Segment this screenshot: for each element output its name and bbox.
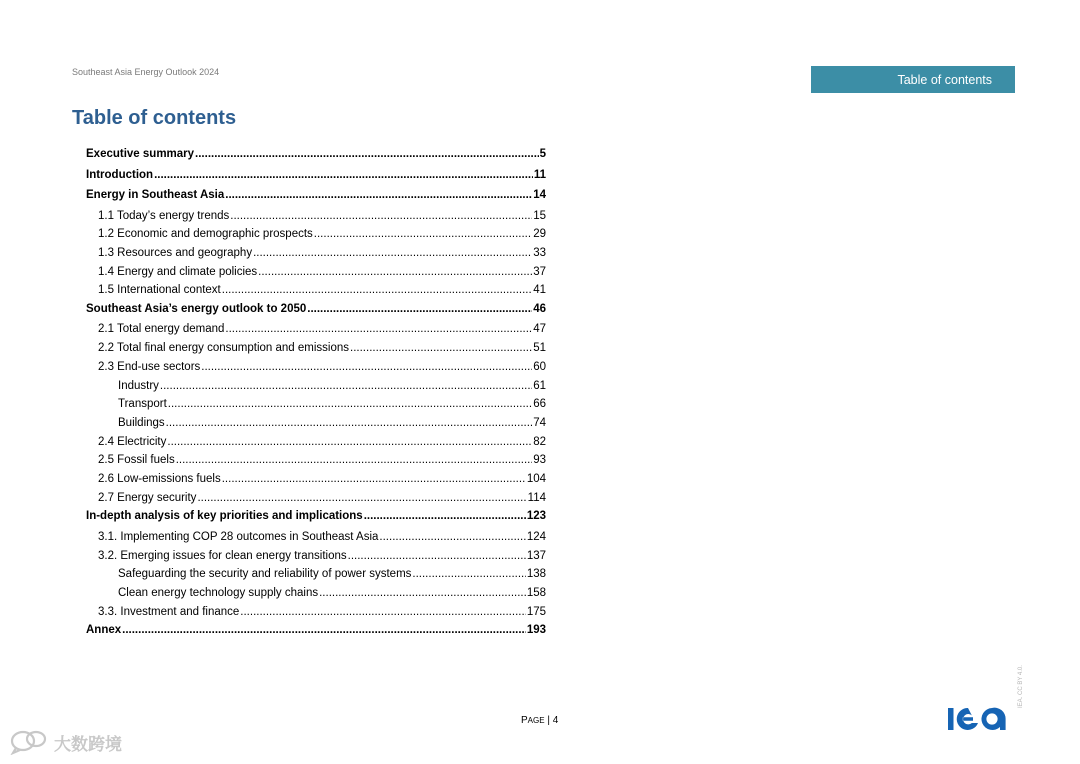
toc-entry-page: 33 <box>533 246 546 259</box>
toc-leader-dots <box>364 510 526 522</box>
page-number-footer: PAGE | 4 <box>521 715 559 726</box>
toc-entry-page: 158 <box>526 586 546 599</box>
document-header-title: Southeast Asia Energy Outlook 2024 <box>72 67 220 77</box>
toc-entry-label: Safeguarding the security and reliability of power systems <box>118 568 412 581</box>
section-tab-table-of-contents[interactable]: Table of contents <box>811 66 1015 93</box>
toc-leader-dots <box>222 473 526 485</box>
toc-leader-dots <box>168 398 532 410</box>
toc-entry-page: 46 <box>533 302 546 315</box>
toc-entry-page: 66 <box>533 398 546 411</box>
toc-entry[interactable] <box>86 492 546 511</box>
wechat-watermark-icon <box>8 729 50 755</box>
toc-entry-page: 61 <box>533 379 546 392</box>
toc-entry-label: Clean energy technology supply chains <box>118 586 319 599</box>
toc-leader-dots <box>253 247 532 259</box>
page-number: 4 <box>552 715 559 726</box>
toc-entry[interactable] <box>86 568 546 587</box>
toc-entry-page: 29 <box>533 228 546 241</box>
toc-leader-dots <box>314 228 532 240</box>
toc-entry-page: 14 <box>533 189 546 201</box>
toc-entry[interactable] <box>86 210 546 229</box>
toc-leader-dots <box>412 568 525 580</box>
toc-entry[interactable] <box>86 398 546 417</box>
toc-entry[interactable] <box>86 266 546 285</box>
toc-entry-label: Transport <box>118 398 167 411</box>
watermark-text: 大数跨境 <box>54 734 122 754</box>
toc-entry[interactable] <box>86 189 546 210</box>
toc-entry-label: 2.4 Electricity <box>98 435 167 448</box>
toc-entry[interactable] <box>86 587 546 606</box>
watermark <box>8 729 122 755</box>
toc-entry[interactable] <box>86 624 546 645</box>
toc-entry[interactable] <box>86 148 546 169</box>
toc-entry[interactable] <box>86 510 546 531</box>
toc-entry-label: 1.2 Economic and demographic prospects <box>98 228 313 241</box>
toc-leader-dots <box>240 606 526 618</box>
toc-entry-label: Industry <box>118 379 159 392</box>
toc-entry-page: 15 <box>533 209 546 222</box>
toc-leader-dots <box>225 189 532 201</box>
toc-entry-page: 11 <box>533 168 546 181</box>
toc-entry-page: 124 <box>526 530 546 543</box>
toc-leader-dots <box>319 587 526 599</box>
iea-logo-icon <box>946 704 1010 734</box>
toc-entry[interactable] <box>86 361 546 380</box>
toc-entry[interactable] <box>86 531 546 550</box>
toc-leader-dots <box>167 436 532 448</box>
toc-entry-label: 3.3. Investment and finance <box>98 605 240 618</box>
toc-leader-dots <box>176 454 533 466</box>
toc-entry[interactable] <box>86 473 546 492</box>
toc-entry[interactable] <box>86 342 546 361</box>
toc-entry-label: Annex <box>86 624 122 637</box>
toc-leader-dots <box>166 417 533 429</box>
toc-entry-page: 175 <box>526 605 546 618</box>
toc-leader-dots <box>122 624 526 636</box>
toc-entry-page: 137 <box>526 549 546 562</box>
toc-entry[interactable] <box>86 380 546 399</box>
toc-entry-page: 5 <box>539 148 546 160</box>
toc-entry-page: 82 <box>533 435 546 448</box>
toc-entry-page: 93 <box>533 454 546 467</box>
toc-entry[interactable] <box>86 247 546 266</box>
toc-entry-label: 2.3 End-use sectors <box>98 360 201 373</box>
toc-leader-dots <box>258 266 532 278</box>
toc-entry[interactable] <box>86 550 546 569</box>
toc-entry[interactable] <box>86 169 546 190</box>
toc-entry-label: 3.1. Implementing COP 28 outcomes in Southeast Asia <box>98 530 379 543</box>
toc-entry-label: 1.1 Today’s energy trends <box>98 209 230 222</box>
toc-entry[interactable] <box>86 417 546 436</box>
toc-leader-dots <box>195 148 539 160</box>
iea-logo <box>946 704 1010 739</box>
toc-entry-label: Introduction <box>86 168 154 181</box>
toc-entry[interactable] <box>86 323 546 342</box>
toc-entry-page: 123 <box>526 510 546 523</box>
toc-leader-dots <box>350 342 532 354</box>
toc-leader-dots <box>230 210 532 222</box>
toc-entry-label: 2.5 Fossil fuels <box>98 454 175 467</box>
toc-entry-label: Buildings <box>118 416 165 429</box>
toc-entry[interactable] <box>86 606 546 625</box>
toc-entry-label: 1.3 Resources and geography <box>98 246 253 259</box>
toc-entry[interactable] <box>86 284 546 303</box>
toc-entry[interactable] <box>86 228 546 247</box>
toc-entry-label: Energy in Southeast Asia <box>86 189 225 201</box>
toc-entry[interactable] <box>86 436 546 455</box>
toc-leader-dots <box>154 169 533 181</box>
toc-entry-page: 60 <box>533 360 546 373</box>
toc-entry-page: 138 <box>526 568 546 581</box>
toc-entry-page: 114 <box>527 491 546 504</box>
toc-leader-dots <box>197 492 526 504</box>
toc-leader-dots <box>348 550 526 562</box>
toc-entry-label: 2.7 Energy security <box>98 491 197 504</box>
table-of-contents-list <box>86 148 546 645</box>
toc-entry-page: 104 <box>526 472 546 485</box>
toc-leader-dots <box>307 303 532 315</box>
toc-entry-label: 2.1 Total energy demand <box>98 323 225 336</box>
toc-entry-page: 74 <box>533 416 546 429</box>
toc-entry-label: Executive summary <box>86 148 195 160</box>
toc-entry[interactable] <box>86 303 546 324</box>
toc-leader-dots <box>201 361 532 373</box>
toc-entry-label: 1.4 Energy and climate policies <box>98 265 258 278</box>
toc-entry-label: In-depth analysis of key priorities and implications <box>86 510 363 523</box>
toc-leader-dots <box>379 531 525 543</box>
toc-entry[interactable] <box>86 454 546 473</box>
toc-entry-label: 2.2 Total final energy consumption and emissions <box>98 342 350 355</box>
toc-leader-dots <box>160 380 532 392</box>
toc-entry-page: 47 <box>533 323 546 336</box>
toc-entry-label: Southeast Asia’s energy outlook to 2050 <box>86 302 307 315</box>
toc-entry-label: 3.2. Emerging issues for clean energy transitions <box>98 549 347 562</box>
toc-leader-dots <box>225 323 532 335</box>
toc-entry-page: 37 <box>533 265 546 278</box>
toc-entry-page: 193 <box>526 624 546 637</box>
toc-entry-label: 2.6 Low-emissions fuels <box>98 472 221 485</box>
toc-entry-label: 1.5 International context <box>98 284 221 297</box>
page-title: Table of contents <box>72 107 237 129</box>
license-note: IEA. CC BY 4.0. <box>1018 665 1024 708</box>
toc-entry-page: 51 <box>533 342 546 355</box>
toc-leader-dots <box>222 284 532 296</box>
toc-entry-page: 41 <box>533 284 546 297</box>
